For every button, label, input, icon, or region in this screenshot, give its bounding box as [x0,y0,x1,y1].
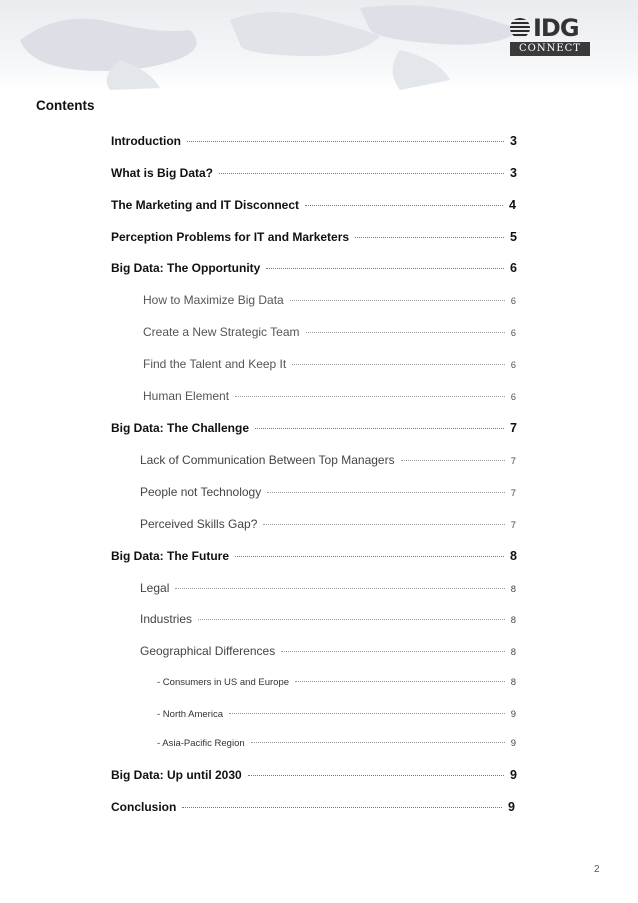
toc-entry-opportunity[interactable] [111,261,517,275]
toc-entry-geographical-differences[interactable] [140,644,516,658]
toc-entry-people-not-technology[interactable] [140,485,516,499]
toc-entry-page: 6 [510,328,516,339]
toc-entry-page: 9 [510,709,516,720]
dot-leader [229,713,505,714]
toc-entry-label: Legal [140,581,170,595]
toc-entry-label: - North America [157,709,223,720]
toc-entry-label: Geographical Differences [140,644,276,658]
toc-entry-page: 7 [510,421,517,435]
toc-entry-page: 3 [510,166,517,180]
toc-entry-future[interactable] [111,549,517,563]
toc-entry-label: Industries [140,612,193,626]
toc-entry-page: 4 [509,198,516,212]
toc-entry-page: 8 [510,677,516,688]
dot-leader [306,332,505,333]
toc-entry-perception-problems[interactable] [111,230,517,244]
toc-entry-label: Human Element [143,389,230,403]
dot-leader [281,651,505,652]
toc-entry-page: 5 [510,230,517,244]
dot-leader [401,460,505,461]
toc-entry-page: 7 [510,488,516,499]
toc-entry-label: Introduction [111,134,181,148]
toc-entry-label: Big Data: The Opportunity [111,261,261,275]
toc-entry-page: 6 [510,392,516,403]
toc-entry-up-until-2030[interactable] [111,768,517,782]
toc-entry-what-is-big-data[interactable] [111,166,517,180]
toc-entry-label: Conclusion [111,800,177,814]
dot-leader [187,141,504,142]
toc-entry-page: 8 [510,647,516,658]
dot-leader [251,742,505,743]
toc-entry-human-element[interactable] [143,389,516,403]
toc-entry-page: 9 [508,800,515,814]
toc-entry-strategic-team[interactable] [143,325,516,339]
toc-entry-label: People not Technology [140,485,262,499]
dot-leader [198,619,505,620]
toc-entry-label: Find the Talent and Keep It [143,357,287,371]
dot-leader [355,237,504,238]
toc-entry-page: 7 [510,520,516,531]
logo-connect-text: CONNECT [510,42,590,56]
toc-entry-skills-gap[interactable] [140,517,516,531]
toc-entry-label: - Consumers in US and Europe [157,677,290,688]
toc-entry-label: Lack of Communication Between Top Managers [140,453,395,467]
toc-entry-label: - Asia-Pacific Region [157,738,245,749]
dot-leader [255,428,504,429]
toc-entry-maximize-big-data[interactable] [143,293,516,307]
toc-entry-label: Big Data: Up until 2030 [111,768,242,782]
dot-leader [305,205,503,206]
dot-leader [263,524,504,525]
dot-leader [235,556,504,557]
toc-entry-page: 6 [510,360,516,371]
contents-heading: Contents [36,98,95,113]
toc-entry-page: 9 [510,768,517,782]
toc-entry-lack-of-communication[interactable] [140,453,516,467]
dot-leader [175,588,504,589]
toc-entry-page: 6 [510,261,517,275]
dot-leader [248,775,504,776]
globe-icon [510,18,530,38]
toc-entry-page: 8 [510,615,516,626]
dot-leader [295,681,505,682]
toc-entry-industries[interactable] [140,612,516,626]
toc-entry-page: 8 [510,584,516,595]
dot-leader [290,300,505,301]
toc-entry-legal[interactable] [140,581,516,595]
toc-entry-page: 8 [510,549,517,563]
dot-leader [235,396,505,397]
toc-entry-label: Big Data: The Future [111,549,230,563]
toc-entry-conclusion[interactable] [111,800,515,814]
toc-entry-north-america[interactable] [157,709,516,720]
toc-entry-label: How to Maximize Big Data [143,293,284,307]
toc-entry-page: 3 [510,134,517,148]
toc-entry-label: What is Big Data? [111,166,214,180]
toc-entry-marketing-it-disconnect[interactable] [111,198,516,212]
header-world-map-banner [0,0,638,90]
dot-leader [292,364,504,365]
page-number: 2 [594,864,600,875]
dot-leader [219,173,504,174]
toc-entry-find-talent[interactable] [143,357,516,371]
toc-entry-consumers-us-europe[interactable] [157,677,516,688]
idg-connect-logo [510,16,592,60]
toc-entry-label: The Marketing and IT Disconnect [111,198,300,212]
toc-entry-label: Big Data: The Challenge [111,421,250,435]
toc-entry-label: Perception Problems for IT and Marketers [111,230,350,244]
toc-entry-asia-pacific[interactable] [157,738,516,749]
toc-entry-page: 6 [510,296,516,307]
dot-leader [267,492,504,493]
dot-leader [182,807,502,808]
toc-entry-label: Perceived Skills Gap? [140,517,258,531]
toc-entry-label: Create a New Strategic Team [143,325,300,339]
toc-entry-introduction[interactable] [111,134,517,148]
toc-entry-page: 7 [510,456,516,467]
logo-idg-text: IDG [533,14,579,42]
dot-leader [266,268,504,269]
toc-entry-page: 9 [510,738,516,749]
toc-entry-challenge[interactable] [111,421,517,435]
